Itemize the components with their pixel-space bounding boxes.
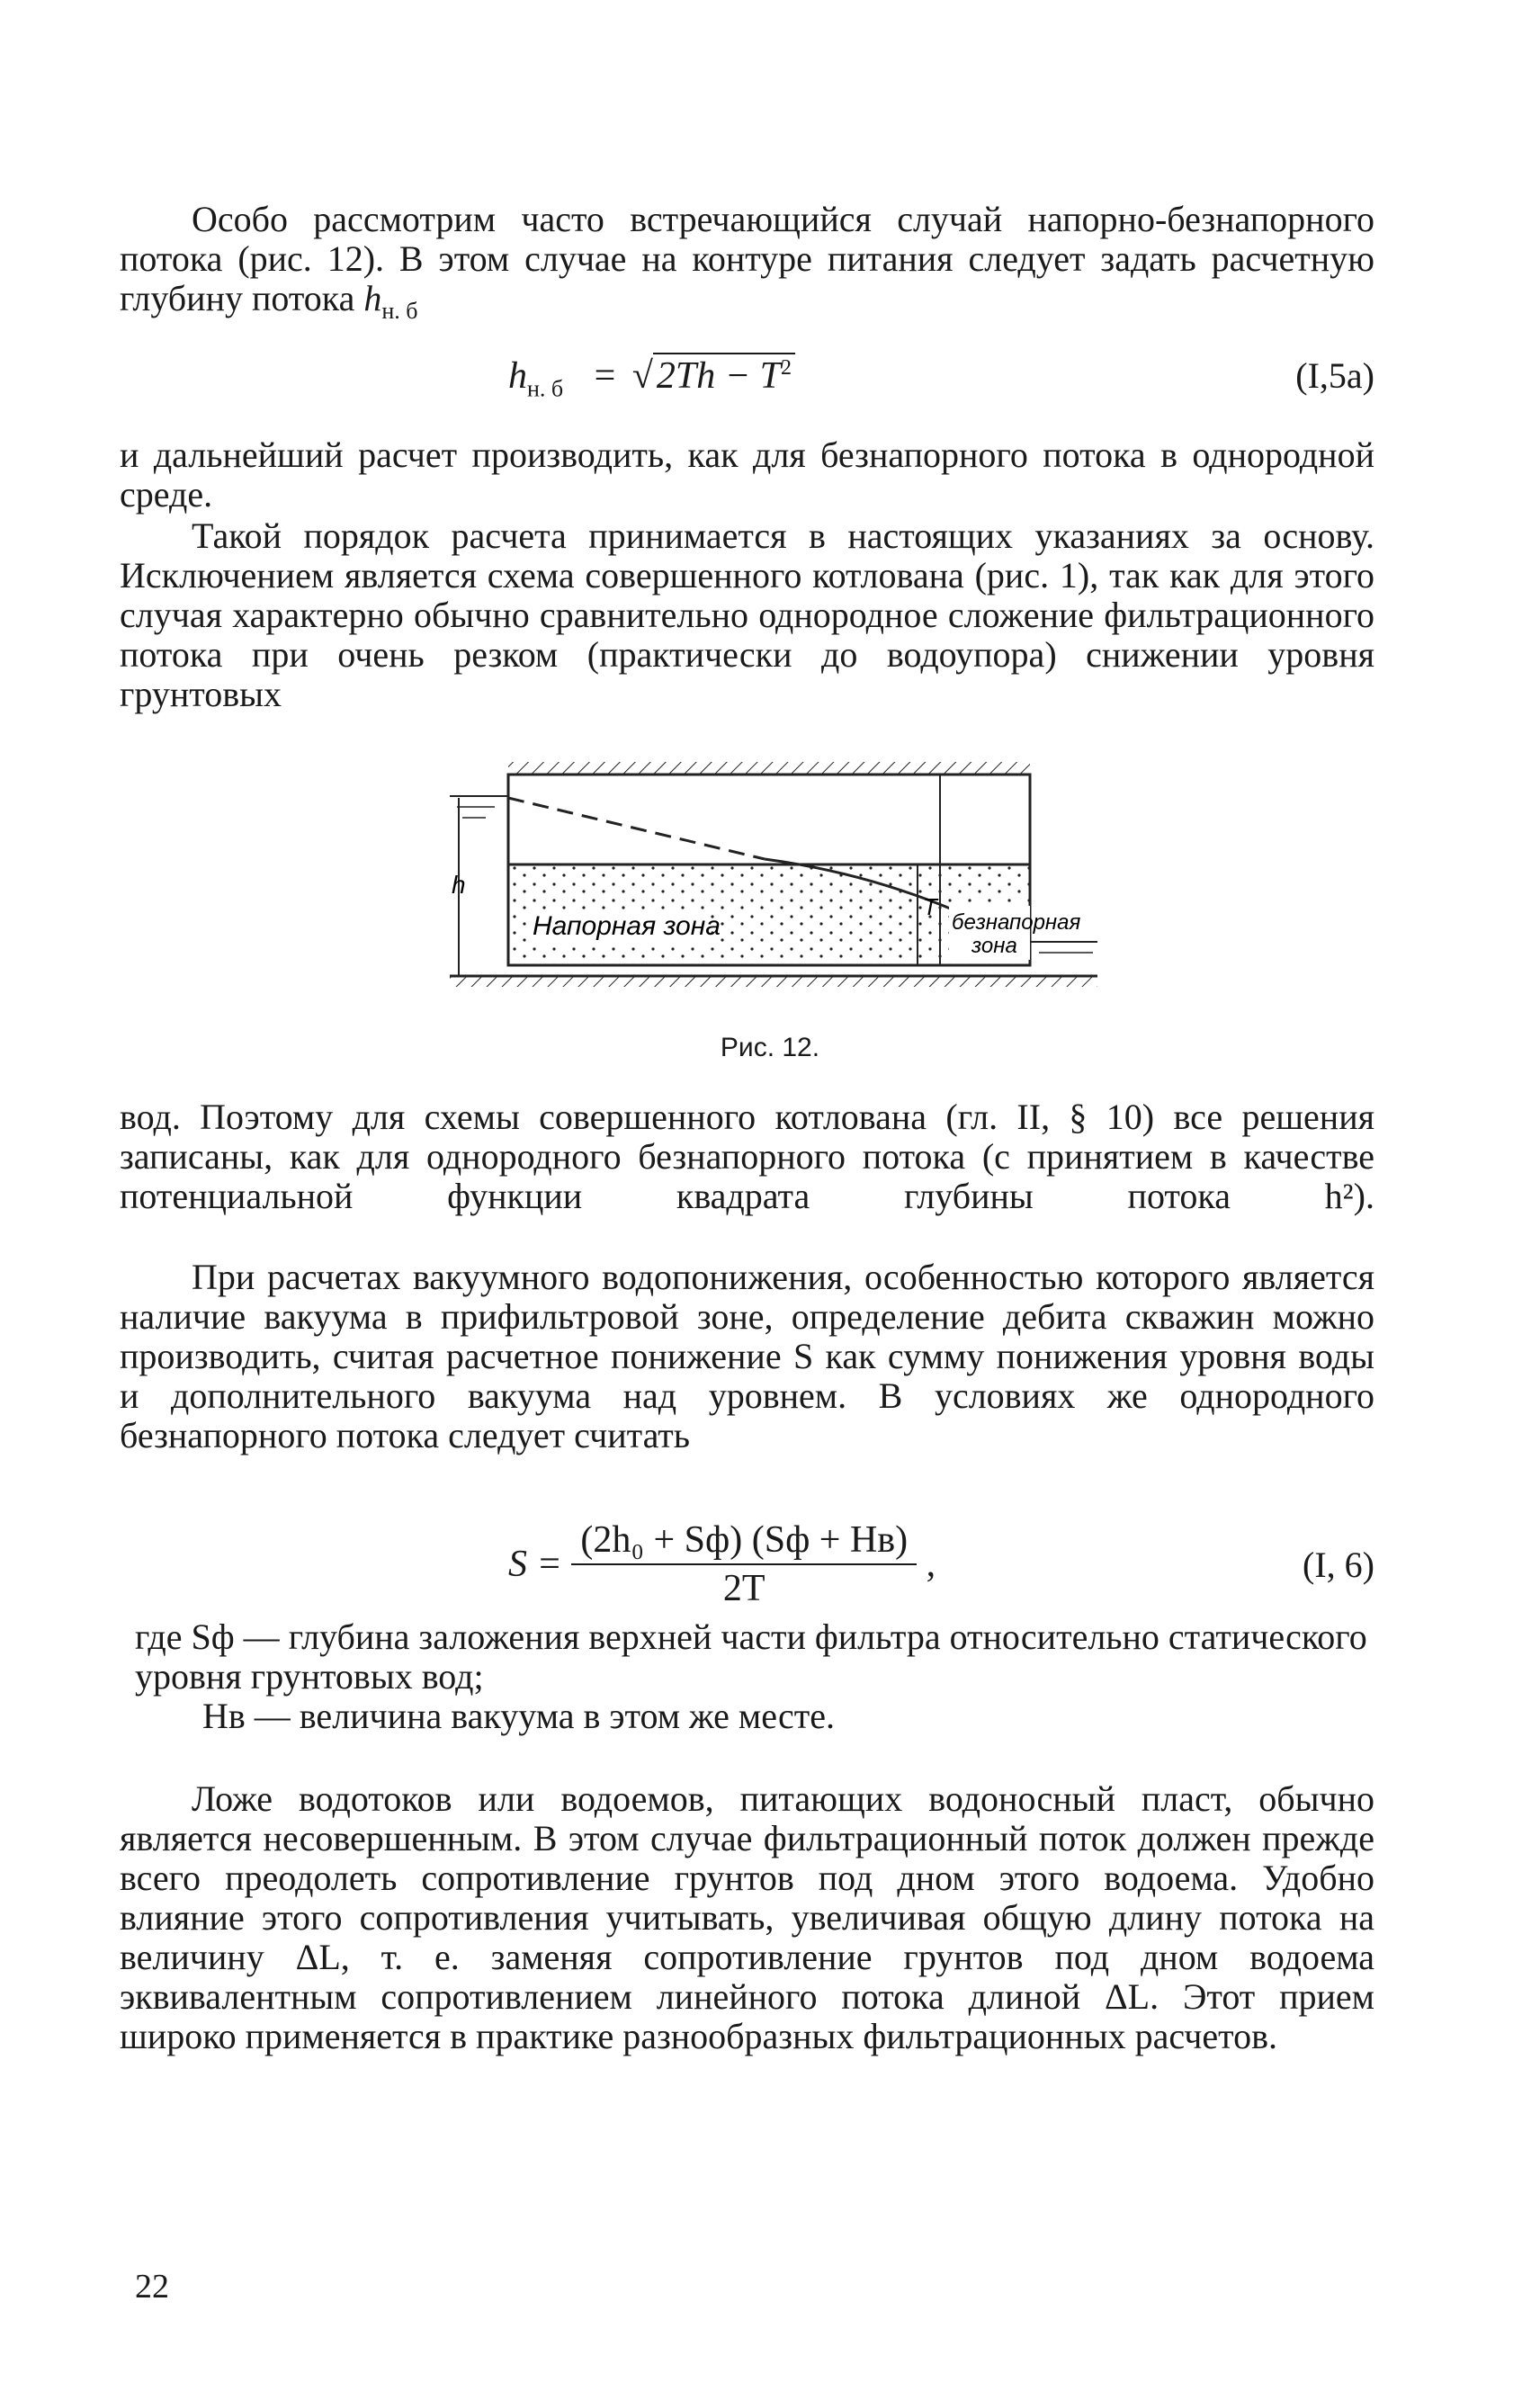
- paragraph-5: [120, 1258, 1374, 1455]
- sqrt-symbol: √: [631, 355, 653, 397]
- radicand-sup: 2: [780, 356, 792, 380]
- equals-sign: =: [594, 355, 616, 397]
- definitions: [135, 1617, 1374, 1736]
- formula-lhs-sub: н. б: [527, 375, 564, 402]
- definition-sf-text: глубина заложения верхней части фильтра относительно статического уровня грунтовых вод;: [135, 1616, 1367, 1697]
- radicand-text: 2Th − T: [656, 355, 781, 397]
- paragraph-3-text: Такой порядок расчета принимается в настоящих указаниях за основу. Исключением является схема совершенного котлована (рис. 1), так как для этого случая характерно обычно сравнительно однородное сложение фильтрационного потока при очень резком (практически до водоупора) снижении уровня грунтовых: [120, 515, 1374, 714]
- paragraph-6: [120, 1779, 1374, 2056]
- definition-sf-term: где Sф —: [135, 1616, 280, 1657]
- formula-1-6: [508, 1518, 936, 1610]
- variable-h-subscript: н. б: [381, 298, 418, 324]
- equation-number-1: (I,5а): [1295, 355, 1374, 396]
- ground-surface-hatch: [508, 762, 1030, 775]
- paragraph-1: [120, 200, 1374, 331]
- definition-hv-text: величина вакуума в этом же месте.: [299, 1696, 835, 1736]
- paragraph-4: [120, 1097, 1374, 1216]
- label-T: T: [923, 893, 937, 920]
- figure-caption: Рис. 12.: [720, 1033, 820, 1062]
- definition-hv-term: Hв —: [202, 1696, 291, 1736]
- paragraph-4-text: вод. Поэтому для схемы совершенного котлована (гл. II, § 10) все решения записаны, как для однородного безнапорного потока (с принятием в качестве потенциальной функции квадрата глубины потока h²).: [120, 1097, 1374, 1216]
- label-pressure-zone: Напорная зона: [533, 911, 721, 941]
- paragraph-6-text: Ложе водотоков или водоемов, питающих водоносный пласт, обычно является несовершенным. В этом случае фильтрационный поток должен прежде всего преодолеть сопротивление грунтов под дном этого водоема. Удобно влияние этого сопротивления учитывать, увеличивая общую длину потока на величину ΔL, т. е. заменяя сопротивление грунтов под дном водоема эквивалентным сопротивлением линейного потока длиной ΔL. Этот прием широко применяется в практике разнообразных фильтрационных расчетов.: [120, 1778, 1374, 2056]
- label-h: h: [452, 871, 466, 899]
- variable-h: h: [363, 278, 382, 318]
- paragraph-2-text: и дальнейший расчет производить, как для безнапорного потока в однородной среде.: [120, 434, 1374, 515]
- definition-hv: [202, 1697, 1374, 1736]
- formula-1-5a: [508, 353, 795, 402]
- upper-layer: [508, 775, 1030, 864]
- fraction-denominator: 2T: [722, 1568, 766, 1609]
- paragraph-3: [120, 516, 1374, 714]
- paragraph-1-text: Особо рассмотрим часто встречающийся случай напорно-безнапорного потока (рис. 12). В этом случае на контуре питания следует задать расчетную глубину потока: [120, 199, 1374, 318]
- paragraph-2: [120, 435, 1374, 515]
- formula-2-lhs: S =: [508, 1544, 562, 1585]
- radicand: [653, 353, 795, 398]
- paragraph-5-text: При расчетах вакуумного водопонижения, особенностью которого является наличие вакуума в прифильтровой зоне, определение дебита скважин можно производить, считая расчетное понижение S как сумму понижения уровня воды и дополнительного вакуума над уровнем. В условиях же однородного безнапорного потока следует считать: [120, 1257, 1374, 1455]
- formula-lhs-var: h: [508, 355, 527, 397]
- label-free-zone-2: зона: [971, 934, 1017, 958]
- figure-12: [432, 751, 1115, 1003]
- definition-sf: [135, 1617, 1374, 1697]
- equation-number-2: (I, 6): [1303, 1545, 1374, 1585]
- fraction-numerator: (2h₀ + Sф) (Sф + Hв): [571, 1518, 917, 1565]
- fraction: [571, 1518, 917, 1610]
- page-number: 22: [135, 2268, 169, 2306]
- formula-2-comma: ,: [926, 1544, 936, 1585]
- aquiclude-hatch: [450, 976, 1097, 987]
- label-free-zone-1: безнапорная: [952, 910, 1081, 935]
